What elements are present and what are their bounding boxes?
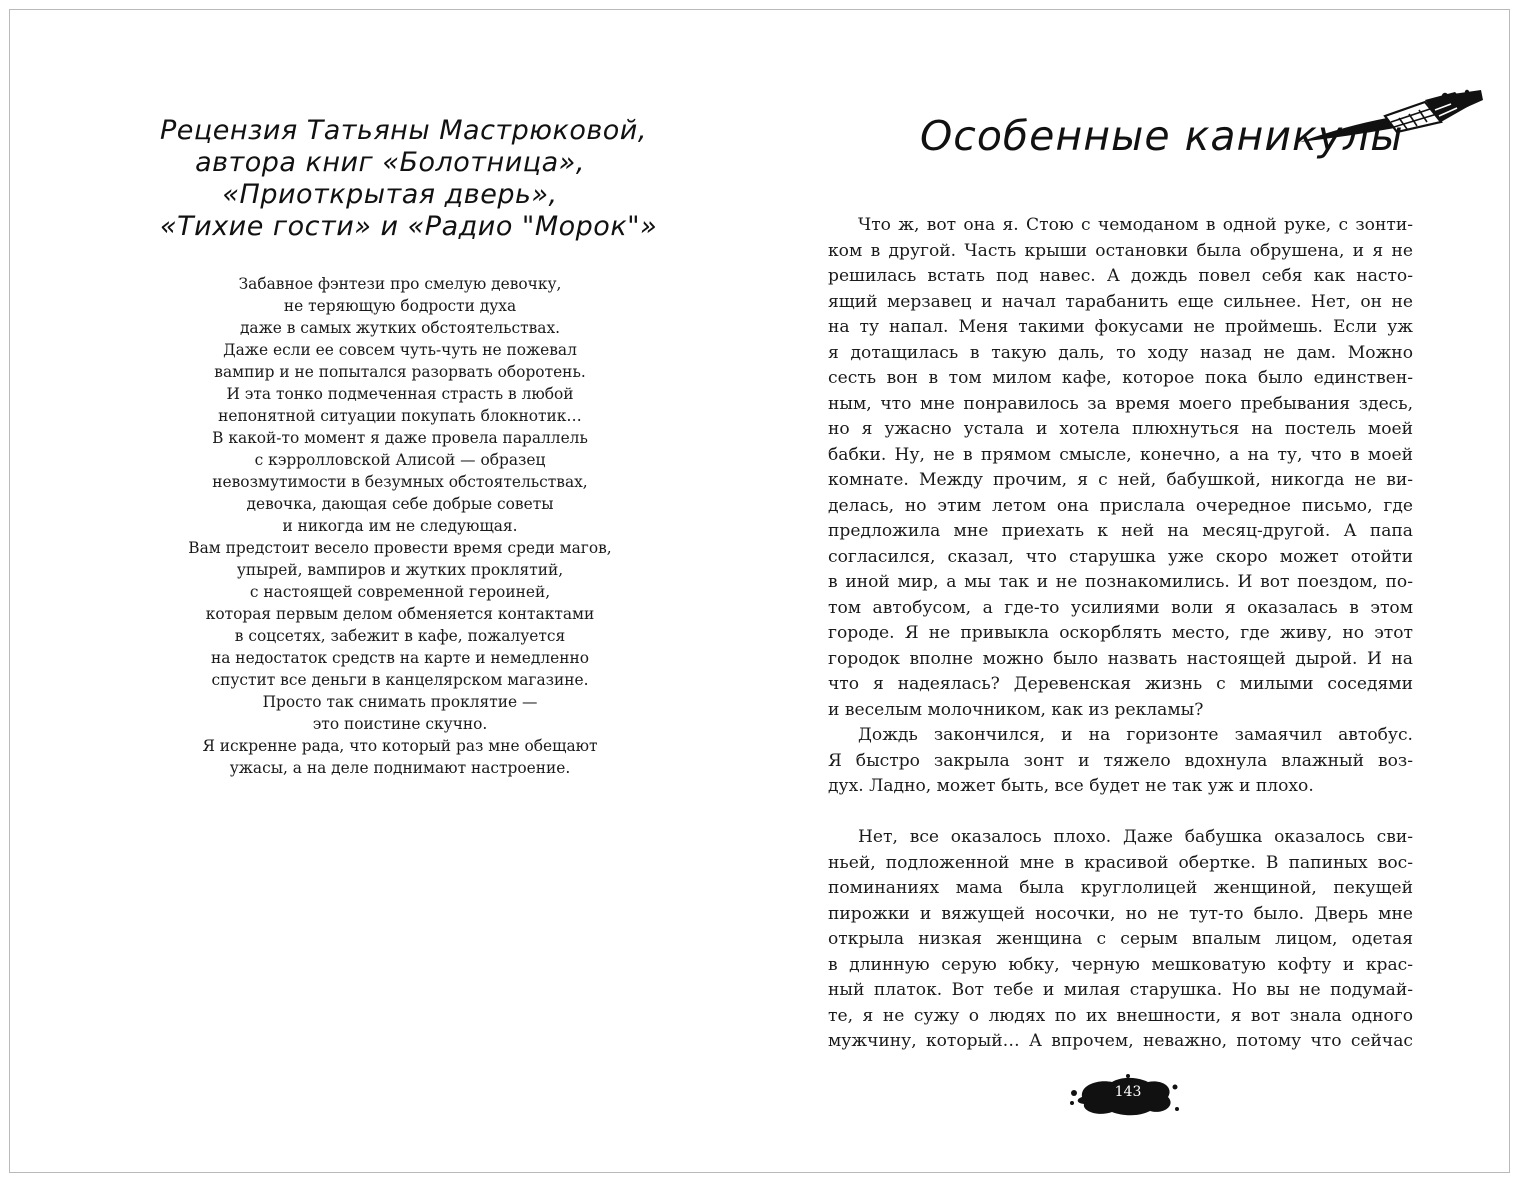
review-line: ужасы, а на деле поднимают настроение. [229,759,571,777]
review-line: Я искренне рада, что который раз мне обещают [202,737,598,755]
text-line: я дотащилась в такую даль, то ходу назад не дам. Можно [828,342,1413,363]
review-line: непонятной ситуации покупать блокнотик… [218,407,582,425]
review-line: Даже если ее совсем чуть-чуть не пожевал [223,341,577,359]
review-line: на недостаток средств на карте и немедленно [210,649,589,667]
text-line: том автобусом, а где-то усилиями воли я оказалась в этом [828,597,1413,618]
text-line: решилась встать под навес. А дождь повел себя как насто- [828,266,1413,286]
text-line: предложила мне приехать к ней на месяц-другой. А папа [828,521,1413,541]
review-line: вампир и не попытался разорвать оборотень. [214,363,586,381]
text-line: в иной мир, а мы так и не познакомились. И вот поездом, по- [828,572,1413,592]
text-line: Нет, все оказалось плохо. Даже бабушка оказалось сви- [858,827,1413,847]
review-line: это поистине скучно. [312,715,488,733]
text-line: Что ж, вот она я. Стою с чемоданом в одной руке, с зонти- [858,215,1413,235]
review-line: с кэрролловской Алисой — образец [254,451,546,469]
review-heading-line: «Приоткрытая дверь», [222,179,558,210]
left-page [10,10,770,1174]
review-line: спустит все деньги в канцелярском магазине. [211,671,589,689]
review-heading-line: «Тихие гости» и «Радио "Морок"» [160,211,658,242]
text-line: городок вполне можно было назвать настоящей дырой. И на [828,648,1413,669]
text-line: мужчину, который… А впрочем, неважно, потому что сейчас [828,1031,1413,1051]
text-line: в длинную серую юбку, черную мешковатую кофту и крас- [828,954,1413,975]
text-line: делась, но этим летом она прислала очередное письмо, где [828,495,1413,516]
text-line: дух. Ладно, может быть, все будет не так уж и плохо. [828,776,1314,796]
review-line: с настоящей современной героиней, [249,583,551,601]
review-line: упырей, вампиров и жутких проклятий, [236,561,564,579]
review-line: и никогда им не следующая. [282,517,518,535]
review-line: в соцсетях, забежит в кафе, пожалуется [234,627,566,645]
text-line: те, я не сужу о людях по их внешности, я вот знала одного [828,1005,1413,1026]
text-line: Я быстро закрыла зонт и тяжело вдохнула влажный воз- [828,750,1413,771]
review-line: Забавное фэнтези про смелую девочку, [238,275,562,293]
paragraph-gap [828,800,1413,826]
text-line: сесть вон в том милом кафе, которое пока было единствен- [828,368,1413,388]
review-line: И эта тонко подмеченная страсть в любой [226,385,574,403]
text-line: на ту напал. Меня такими фокусами не проймешь. Если уж [828,317,1413,337]
text-line: ньей, подложенной мне в красивой обертке. В папиных вос- [828,852,1413,873]
review-line: девочка, дающая себе добрые советы [246,495,554,513]
text-line: ком в другой. Часть крыши остановки была обрушена, и я не [828,240,1413,261]
text-line: и веселым молочником, как из рекламы? [828,699,1204,720]
review-text [170,273,630,779]
review-line: не теряющую бодрости духа [283,297,517,315]
review-line: которая первым делом обменяется контактами [205,605,595,623]
chapter-body [828,213,1413,1055]
text-line: поминаниях мама была круглолицей женщиной, пекущей [828,878,1413,898]
review-line: даже в самых жутких обстоятельствах. [239,319,561,337]
text-line: согласился, сказал, что старушка уже скоро может отойти [828,546,1413,567]
text-line: ящий мерзавец и начал тарабанить еще сильнее. Нет, он не [828,291,1413,312]
text-line: пирожки и вяжущей носочки, но не тут-то было. Дверь мне [828,903,1413,924]
text-line: ным, что мне понравилось за время моего пребывания здесь, [828,393,1413,414]
page-number: 143 [1114,1084,1142,1100]
review-line: невозмутимости в безумных обстоятельствах, [212,473,588,491]
text-line: что я надеялась? Деревенская жизнь с милыми соседями [828,674,1413,694]
text-line: но я ужасно устала и хотела плюхнуться на постель моей [828,419,1413,439]
text-line: комнате. Между прочим, я с ней, бабушкой, никогда не ви- [828,470,1413,490]
book-spread [9,9,1510,1173]
text-line: городе. Я не привыкла оскорблять место, где живу, но этот [828,623,1413,643]
review-heading-line: автора книг «Болотница», [195,147,585,178]
text-line: бабки. Ну, не в прямом смысле, конечно, а на ту, что в моей [828,444,1413,465]
chapter-title: Особенные каникулы [920,112,1404,160]
review-line: Вам предстоит весело провести время среди магов, [188,539,612,557]
review-line: В какой-то момент я даже провела параллель [212,429,588,447]
text-line: открыла низкая женщина с серым впалым лицом, одетая [828,929,1413,949]
review-line: Просто так снимать проклятие — [262,693,538,711]
text-line: ный платок. Вот тебе и милая старушка. Но вы не подумай- [828,980,1413,1000]
review-heading [160,115,658,243]
review-heading-line: Рецензия Татьяны Мастрюковой, [160,115,647,146]
text-line: Дождь закончился, и на горизонте замаячил автобус. [858,725,1413,745]
right-page [770,10,1511,1174]
